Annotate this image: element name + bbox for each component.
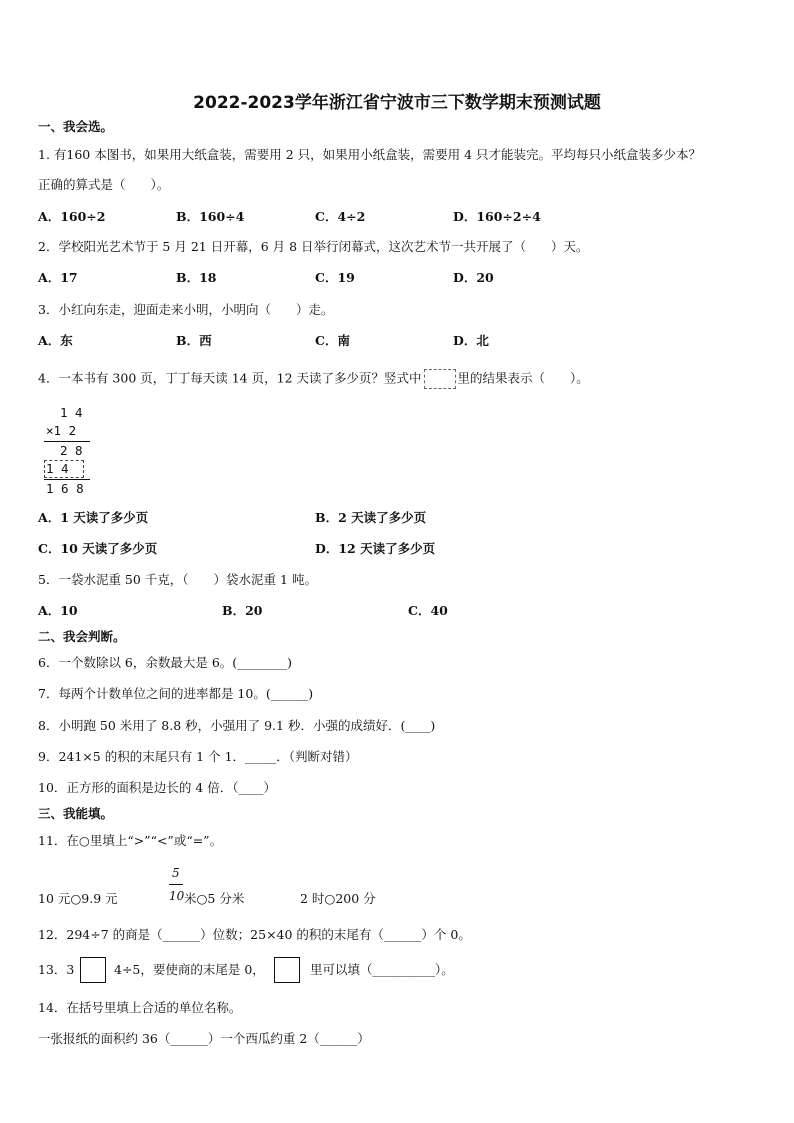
blank-square-box-icon-2: [274, 957, 300, 983]
question-4-option-d: D．12 天读了多少页: [315, 541, 436, 556]
question-2-option-c: C．19: [315, 270, 355, 285]
question-3-option-d: D．北: [453, 333, 489, 348]
question-4-text-a: 4．一本书有 300 页，丁丁每天读 14 页，12 天读了多少页？竖式中: [38, 370, 422, 386]
fraction-numerator: 5: [172, 866, 180, 880]
question-1-option-d: D．160÷2÷4: [453, 209, 541, 224]
question-3-option-b: B．西: [176, 333, 212, 348]
question-1-option-c: C．4÷2: [315, 209, 366, 224]
question-1-option-b: B．160÷4: [176, 209, 245, 224]
question-13-text-b: 4÷5，要使商的末尾是 0，: [114, 962, 265, 977]
calc-row-multiplicand: 1 4: [60, 405, 83, 420]
question-10-text: 10．正方形的面积是边长的 4 倍．（____）: [38, 780, 277, 795]
question-4-option-b: B．2 天读了多少页: [315, 510, 427, 525]
question-6-text: 6．一个数除以 6，余数最大是 6。(________): [38, 655, 293, 670]
question-2-text: 2．学校阳光艺术节于 5 月 21 日开幕，6 月 8 日举行闭幕式，这次艺术节一共开展了（ ）天。: [38, 239, 589, 254]
calc-row-partial-2: 1 4: [46, 461, 69, 476]
question-4-text-b: 里的结果表示（ ）。: [457, 370, 589, 386]
calc-row-partial-1: 2 8: [60, 443, 83, 458]
fraction-bar: [169, 884, 183, 885]
page-title: 2022-2023学年浙江省宁波市三下数学期末预测试题: [193, 93, 601, 113]
question-1-text: 1. 有160 本图书，如果用大纸盒装，需要用 2 只，如果用小纸盒装，需要用 4 只才能装完。平均每只小纸盒装多少本？: [38, 147, 702, 162]
question-5-text: 5．一袋水泥重 50 千克，（ ）袋水泥重 1 吨。: [38, 572, 317, 587]
question-5-option-b: B．20: [222, 603, 263, 618]
question-7-text: 7．每两个计数单位之间的进率都是 10。(______): [38, 686, 314, 701]
calc-row-multiplier: ×1 2: [46, 423, 77, 438]
question-3-option-a: A．东: [38, 333, 73, 348]
question-4-text: [38, 369, 589, 389]
question-2-option-a: A．17: [38, 270, 78, 285]
question-11-item-3: 2 时○200 分: [300, 891, 376, 906]
question-3-option-c: C．南: [315, 333, 350, 348]
question-4-option-a: A．1 天读了多少页: [38, 510, 149, 525]
question-8-text: 8．小明跑 50 米用了 8.8 秒，小强用了 9.1 秒．小强的成绩好．(____): [38, 718, 436, 733]
question-14-line: 一张报纸的面积约 36（______）一个西瓜约重 2（______）: [38, 1031, 370, 1046]
question-2-option-b: B．18: [176, 270, 217, 285]
calc-row-product: 1 6 8: [46, 481, 84, 496]
question-3-text: 3．小红向东走，迎面走来小明，小明向（ ）走。: [38, 302, 334, 317]
section-heading-fill: 三、我能填。: [38, 806, 114, 821]
question-1-option-a: A．160÷2: [38, 209, 106, 224]
question-11-item-2: 米○5 分米: [184, 891, 245, 906]
calc-divider-line: [44, 441, 90, 442]
question-1-text-cont: 正确的算式是（ ）。: [38, 177, 170, 192]
question-13-text-a: 13．3: [38, 962, 75, 977]
question-5-option-a: A．10: [38, 603, 78, 618]
question-13-text-c: 里可以填（__________）。: [310, 962, 454, 977]
calc-divider-line-2: [44, 479, 90, 480]
question-9-text: 9．241×5 的积的末尾只有 1 个 1．_____．（判断对错）: [38, 749, 358, 764]
question-12-text: 12．294÷7 的商是（______）位数；25×40 的积的末尾有（______）个 0。: [38, 927, 471, 942]
section-heading-choose: 一、我会选。: [38, 119, 114, 134]
question-11-text: 11．在○里填上“>”“<”或“=”。: [38, 833, 223, 848]
question-11-item-1: 10 元○9.9 元: [38, 891, 118, 906]
question-5-option-c: C．40: [408, 603, 448, 618]
question-4-option-c: C．10 天读了多少页: [38, 541, 158, 556]
dashed-answer-box-icon: [424, 369, 456, 389]
fraction-denominator: 10: [169, 889, 185, 903]
blank-square-box-icon: [80, 957, 106, 983]
vertical-multiplication: [44, 405, 94, 497]
question-14-text: 14．在括号里填上合适的单位名称。: [38, 1000, 242, 1015]
question-2-option-d: D．20: [453, 270, 494, 285]
section-heading-judge: 二、我会判断。: [38, 629, 126, 644]
